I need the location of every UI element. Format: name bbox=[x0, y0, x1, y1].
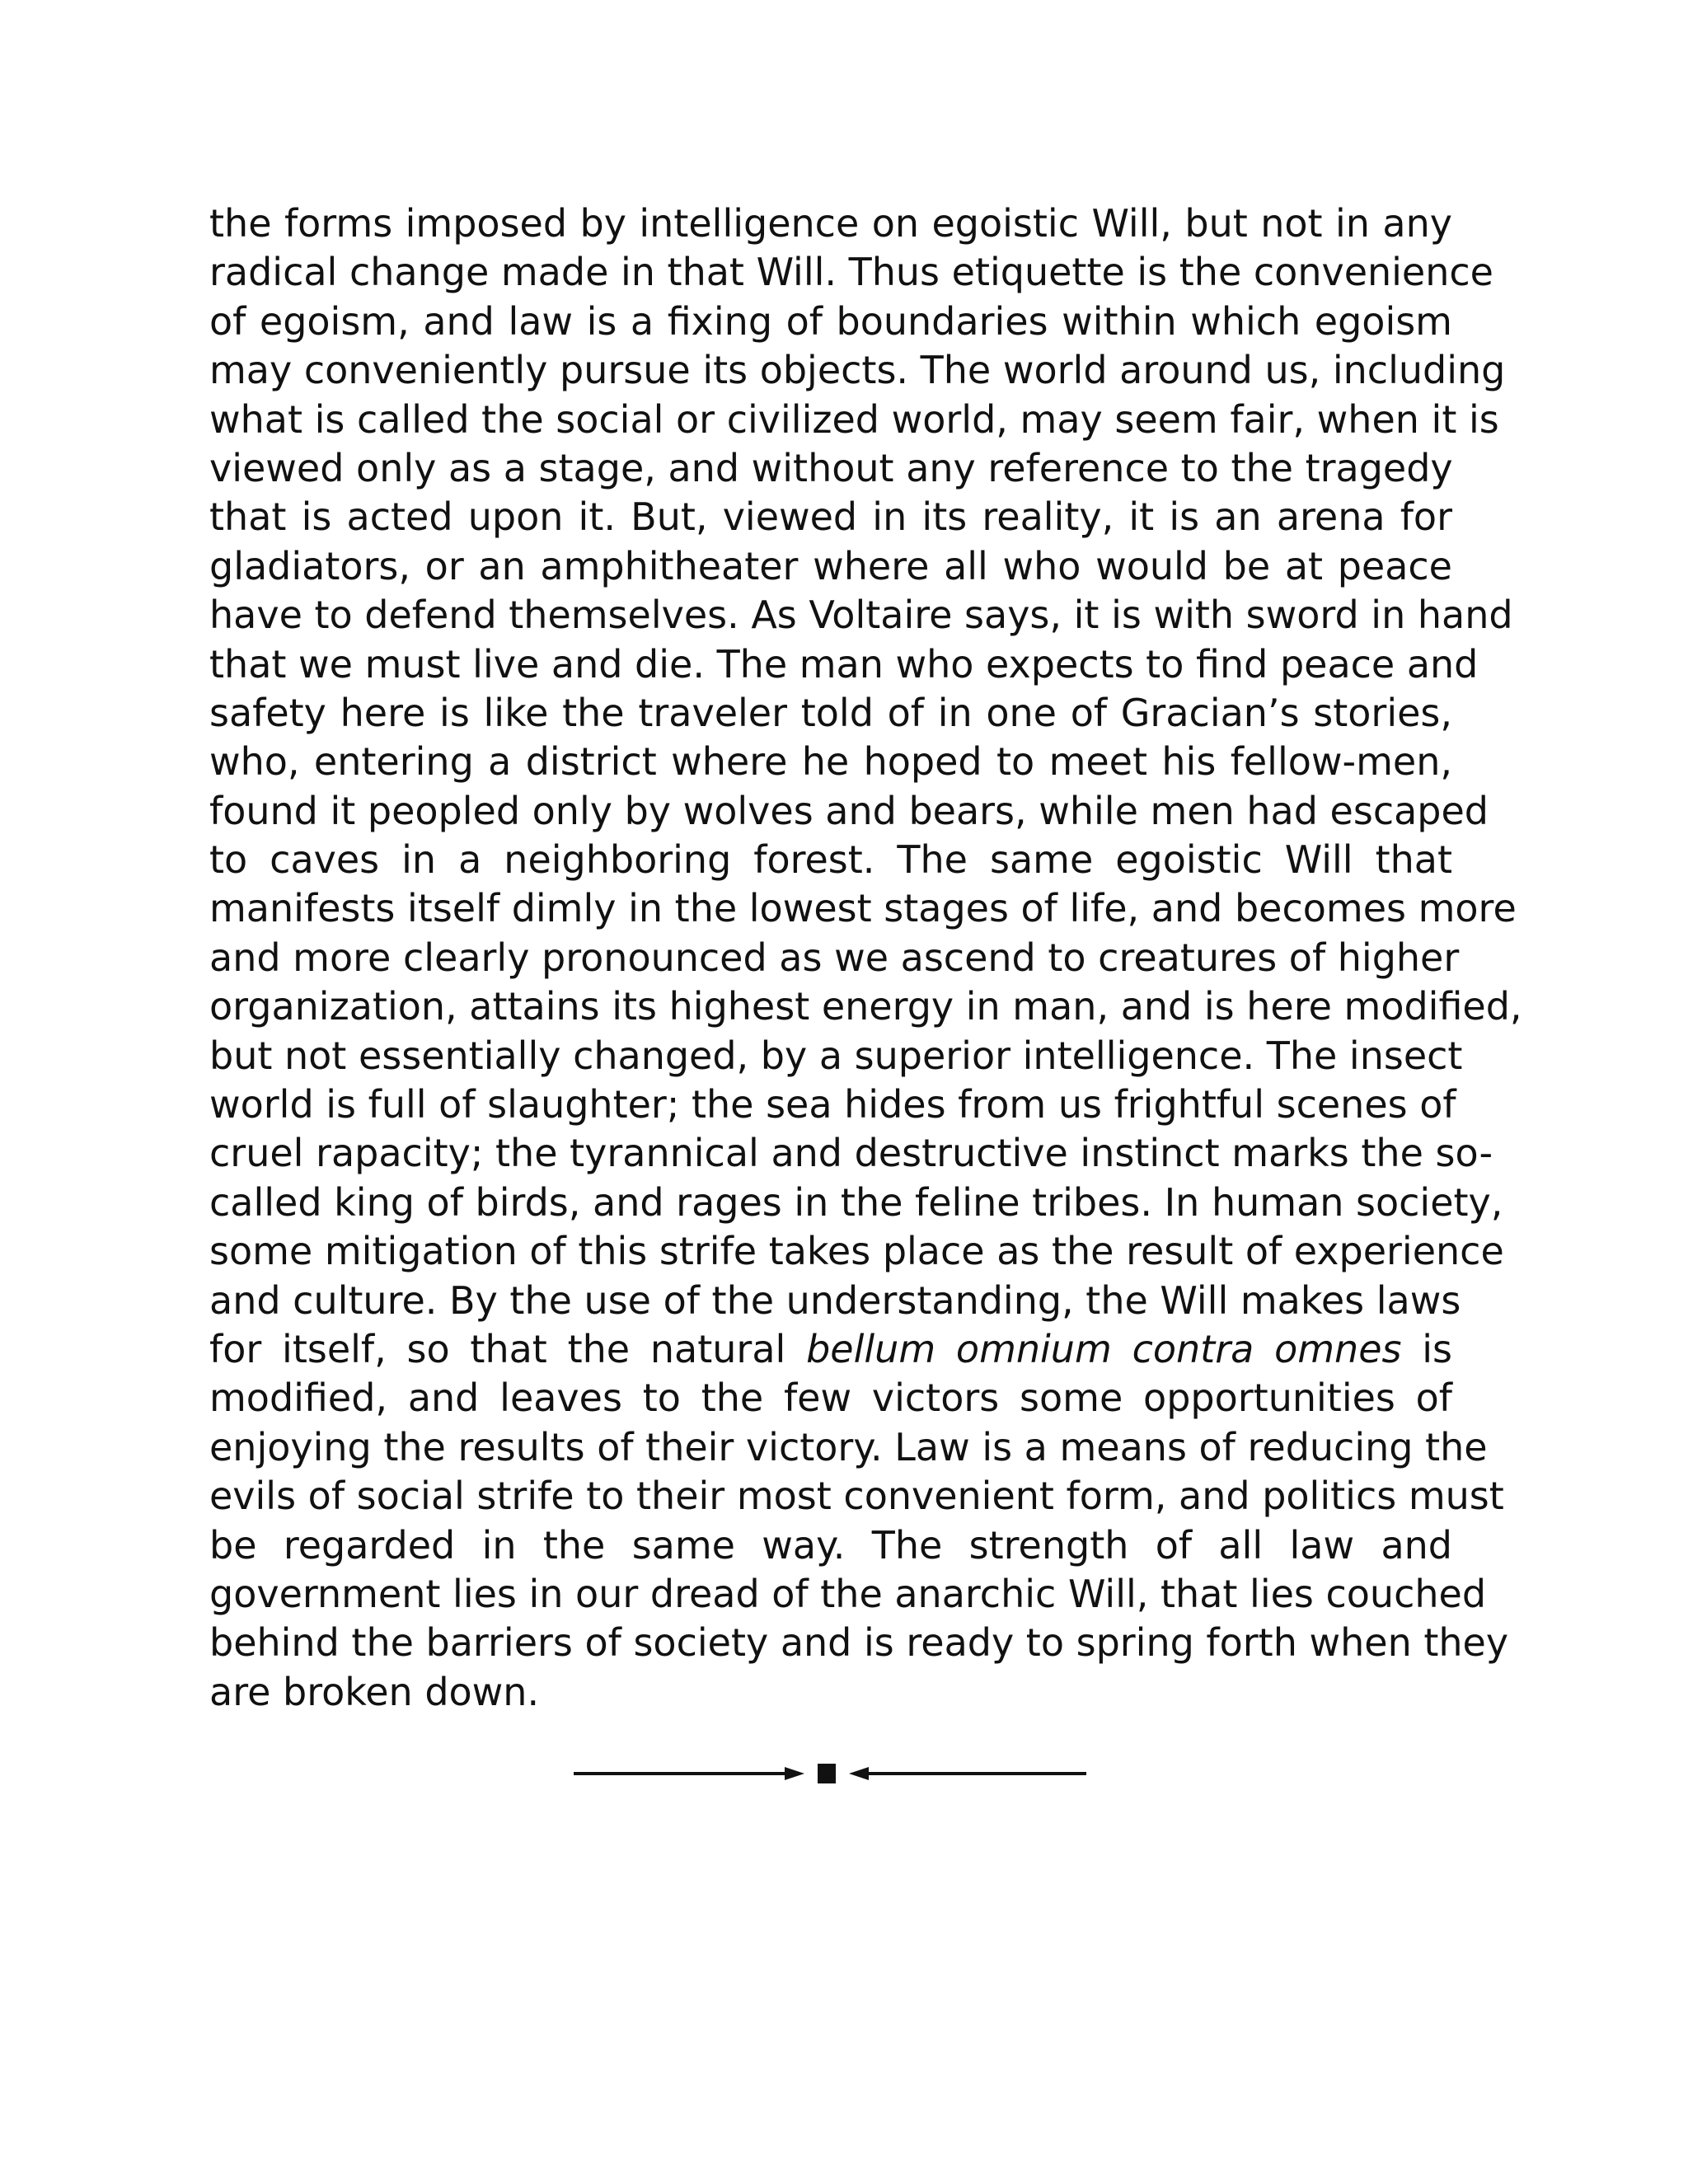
paragraph-line: found it peopled only by wolves and bears, while men had escaped bbox=[209, 788, 1489, 833]
paragraph-line: who, entering a district where he hoped to meet his fellow-men, bbox=[209, 739, 1452, 785]
paragraph-line: but not essentially changed, by a superior intelligence. The insect bbox=[209, 1033, 1463, 1078]
paragraph-line: are broken down. bbox=[209, 1669, 540, 1714]
paragraph-line: viewed only as a stage, and without any reference to the tragedy bbox=[209, 445, 1453, 490]
paragraph-line: modified, and leaves to the few victors some opportunities of bbox=[209, 1376, 1452, 1421]
paragraph-line: some mitigation of this strife takes place as the result of experience bbox=[209, 1229, 1504, 1274]
body-paragraph bbox=[209, 199, 1522, 1717]
paragraph-line: radical change made in that Will. Thus etiquette is the convenience bbox=[209, 250, 1493, 295]
paragraph-line: safety here is like the traveler told of in one of Gracian’s stories, bbox=[209, 690, 1452, 735]
paragraph-line: that is acted upon it. But, viewed in its reality, it is an arena for bbox=[209, 494, 1452, 540]
latin-phrase-italic: bellum omnium contra omnes bbox=[806, 1326, 1402, 1371]
section-divider-ornament-icon bbox=[574, 1755, 1086, 1788]
paragraph-line: behind the barriers of society and is ready to spring forth when they bbox=[209, 1620, 1509, 1666]
paragraph-line: manifests itself dimly in the lowest stages of life, and becomes more bbox=[209, 886, 1517, 931]
paragraph-line: evils of social strife to their most convenient form, and politics must bbox=[209, 1474, 1504, 1519]
paragraph-line: and culture. By the use of the understanding, the Will makes laws bbox=[209, 1277, 1461, 1323]
paragraph-line: world is full of slaughter; the sea hides from us frightful scenes of bbox=[209, 1082, 1456, 1127]
paragraph-line: called king of birds, and rages in the feline tribes. In human society, bbox=[209, 1179, 1503, 1225]
paragraph-line: the forms imposed by intelligence on egoistic Will, but not in any bbox=[209, 201, 1452, 246]
paragraph-line: that we must live and die. The man who expects to find peace and bbox=[209, 641, 1479, 687]
paragraph-line: organization, attains its highest energy in man, and is here modified, bbox=[209, 984, 1522, 1029]
paragraph-line: of egoism, and law is a fixing of boundaries within which egoism bbox=[209, 298, 1452, 344]
paragraph-line: government lies in our dread of the anarchic Will, that lies couched bbox=[209, 1571, 1487, 1616]
paragraph-line: enjoying the results of their victory. Law is a means of reducing the bbox=[209, 1424, 1488, 1469]
paragraph-line bbox=[209, 1325, 1452, 1374]
paragraph-line: to caves in a neighboring forest. The same egoistic Will that bbox=[209, 837, 1452, 883]
paragraph-line: what is called the social or civilized world, may seem fair, when it is bbox=[209, 396, 1499, 442]
line-text-after-italic: is bbox=[1401, 1326, 1453, 1371]
paragraph-line: cruel rapacity; the tyrannical and destructive instinct marks the so- bbox=[209, 1131, 1493, 1176]
paragraph-line: gladiators, or an amphitheater where all who would be at peace bbox=[209, 543, 1452, 588]
paragraph-line: may conveniently pursue its objects. The world around us, including bbox=[209, 348, 1506, 393]
line-text-before-italic: for itself, so that the natural bbox=[209, 1326, 807, 1371]
paragraph-line: have to defend themselves. As Voltaire says, it is with sword in hand bbox=[209, 593, 1513, 638]
paragraph-line: and more clearly pronounced as we ascend to creatures of higher bbox=[209, 935, 1460, 980]
paragraph-line: be regarded in the same way. The strength of all law and bbox=[209, 1522, 1452, 1568]
